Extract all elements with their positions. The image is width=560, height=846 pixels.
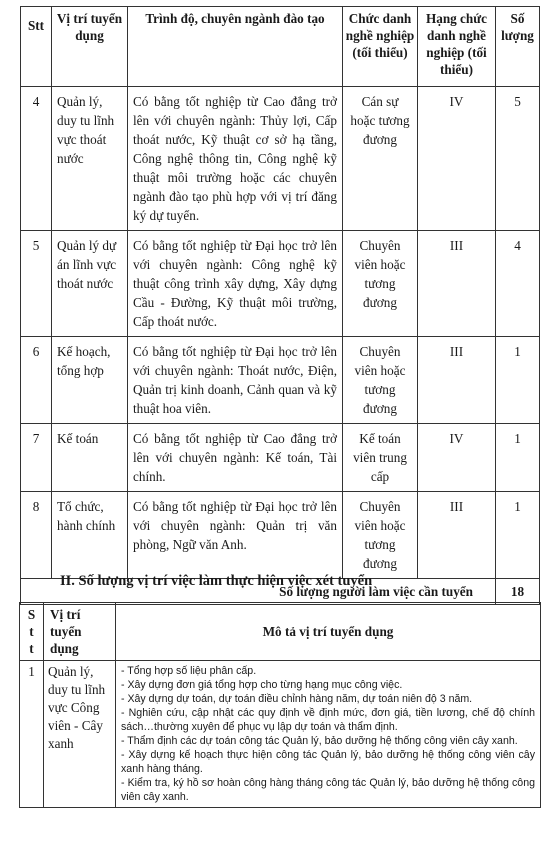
row-position: Quản lý dự án lĩnh vực thoát nước [52, 231, 128, 337]
row-quantity: 5 [496, 87, 540, 231]
row-description [116, 661, 541, 808]
row-title: Chuyên viên hoặc tương đương [343, 231, 418, 337]
row-stt: 8 [21, 492, 52, 579]
row-grade: III [418, 231, 496, 337]
row-qualification: Có bằng tốt nghiệp từ Đại học trở lên với chuyên ngành: Thoát nước, Điện, Quản trị kinh doanh, Cảnh quan và kỹ thuật hoa viên. [128, 337, 343, 424]
description-item: - Thẩm định các dự toán công tác Quản lý, bảo dưỡng hệ thống công viên cây xanh. [121, 735, 518, 747]
header-position: Vị trí tuyển dụng [52, 7, 128, 87]
row-position: Tổ chức, hành chính [52, 492, 128, 579]
table-header-row [21, 7, 540, 87]
table-header-row [20, 603, 541, 661]
header-stt [20, 603, 44, 661]
table-row [21, 492, 540, 579]
header-stt: Stt [21, 7, 52, 87]
header-position: Vị trí tuyển dụng [44, 603, 116, 661]
section-heading: II. Số lượng vị trí việc làm thực hiện việc xét tuyển [60, 573, 373, 589]
description-item: - Tổng hợp số liệu phân cấp. [121, 665, 257, 677]
table-row [20, 661, 541, 808]
row-qualification: Có bằng tốt nghiệp từ Cao đẳng trở lên với chuyên ngành: Thủy lợi, Cấp thoát nước, Kỹ thuật cơ sở hạ tầng, Công nghệ thông tin, Công nghệ kỹ thuật môi trường hoặc các chuyên ngành đào tạo phù hợp với vị trí đăng ký dự tuyển. [128, 87, 343, 231]
row-stt: 4 [21, 87, 52, 231]
position-description-table [19, 602, 541, 808]
description-item: - Xây dựng dự toán, dự toán điều chỉnh hàng năm, dự toán niên độ 3 năm. [121, 693, 473, 705]
description-item: - Nghiên cứu, cập nhật các quy định về định mức, đơn giá, tiền lương, chế độ chính sách…thường xuyên để phục vụ lập dự toán và thẩm định. [121, 707, 535, 733]
row-title: Kế toán viên trung cấp [343, 424, 418, 492]
description-item: - Xây dựng kế hoạch thực hiện công tác Quản lý, bảo dưỡng hệ thống công viên cây xanh hàng tháng. [121, 749, 535, 775]
description-item: - Xây dựng đơn giá tổng hợp cho từng hạng mục công việc. [121, 679, 403, 691]
row-grade: III [418, 337, 496, 424]
header-description: Mô tả vị trí tuyển dụng [116, 603, 541, 661]
row-title: Cán sự hoặc tương đương [343, 87, 418, 231]
row-position: Quản lý, duy tu lĩnh vực Công viên - Cây xanh [44, 661, 116, 808]
table-row [21, 87, 540, 231]
row-title: Chuyên viên hoặc tương đương [343, 337, 418, 424]
header-quantity: Số lượng [496, 7, 540, 87]
row-stt: 7 [21, 424, 52, 492]
header-grade: Hạng chức danh nghề nghiệp (tối thiểu) [418, 7, 496, 87]
table-row [21, 231, 540, 337]
row-stt: 5 [21, 231, 52, 337]
total-label: Số lượng người làm việc cần tuyển [21, 579, 496, 605]
row-grade: III [418, 492, 496, 579]
row-title: Chuyên viên hoặc tương đương [343, 492, 418, 579]
row-quantity: 1 [496, 424, 540, 492]
row-quantity: 1 [496, 492, 540, 579]
header-qualification: Trình độ, chuyên ngành đào tạo [128, 7, 343, 87]
description-item: - Kiểm tra, ký hồ sơ hoàn công hàng tháng công tác Quản lý, bảo dưỡng hệ thống công viên cây xanh. [121, 777, 535, 803]
row-grade: IV [418, 424, 496, 492]
header-title: Chức danh nghề nghiệp (tối thiểu) [343, 7, 418, 87]
table-row [21, 424, 540, 492]
row-stt: 6 [21, 337, 52, 424]
row-qualification: Có bằng tốt nghiệp từ Đại học trở lên với chuyên ngành: Công nghệ kỹ thuật công trình xây dựng, Xây dựng Cầu - Đường, Kỹ thuật môi trường, Cấp thoát nước. [128, 231, 343, 337]
row-position: Quản lý, duy tu lĩnh vực thoát nước [52, 87, 128, 231]
header-stt-text: Stt [27, 607, 36, 656]
row-qualification: Có bằng tốt nghiệp từ Cao đẳng trở lên với chuyên ngành: Kế toán, Tài chính. [128, 424, 343, 492]
row-position: Kế toán [52, 424, 128, 492]
row-quantity: 4 [496, 231, 540, 337]
row-grade: IV [418, 87, 496, 231]
table-row [21, 337, 540, 424]
total-value: 18 [496, 579, 540, 605]
row-position: Kế hoạch, tổng hợp [52, 337, 128, 424]
recruitment-table [20, 6, 540, 605]
row-stt: 1 [20, 661, 44, 808]
row-qualification: Có bằng tốt nghiệp từ Đại học trở lên với chuyên ngành: Quản trị văn phòng, Ngữ văn Anh. [128, 492, 343, 579]
row-quantity: 1 [496, 337, 540, 424]
